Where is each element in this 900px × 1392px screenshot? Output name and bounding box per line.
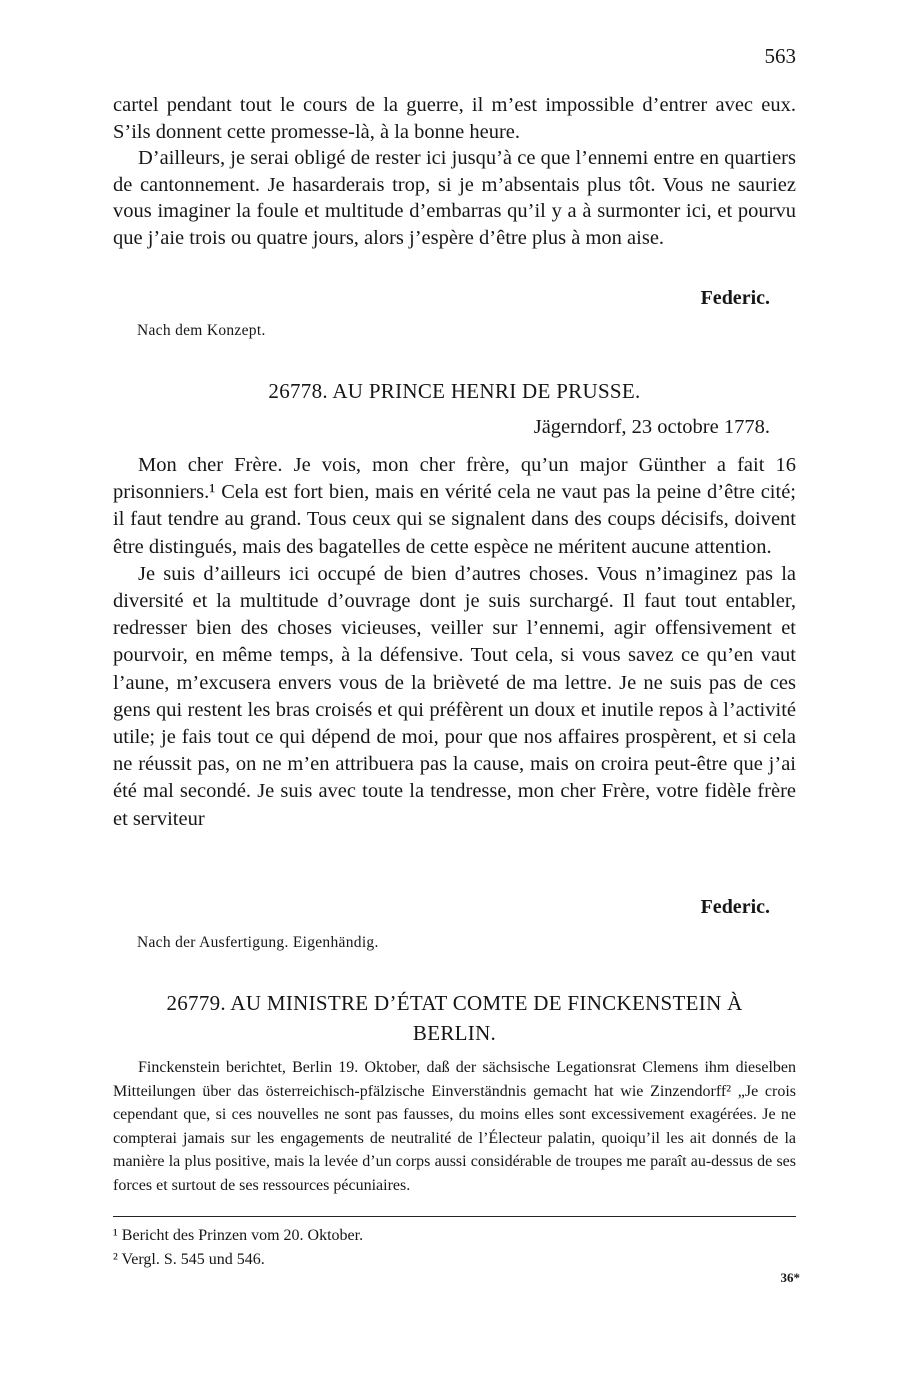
footnote: ¹ Bericht des Prinzen vom 20. Oktober. <box>113 1227 364 1244</box>
signature: Federic. <box>700 287 770 309</box>
footnote: ² Vergl. S. 545 und 546. <box>113 1251 265 1268</box>
paragraph: Mon cher Frère. Je vois, mon cher frère, qu’un major Günther a fait 16 prisonniers.¹ Cela est fort bien, mais en vérité cela ne vaut pas la peine d’être cité; il faut tendre au grand. Tous ceux qui se signalent dans des coups décisifs, doivent être distingués, mais des bagatelles de cette espèce ne méritent aucune attention. <box>113 454 796 558</box>
continuation-text <box>113 92 796 251</box>
paragraph: D’ailleurs, je serai obligé de rester ici jusqu’à ce que l’ennemi entre en quartiers de cantonnement. Je hasarderais trop, si je m’absentais plus tôt. Vous ne sauriez vous imaginer la foule et multitude d’embarras qu’il y a à surmonter ici, et pourvu que j’aie trois ou quatre jours, alors j’espère d’être plus à mon aise. <box>113 147 796 249</box>
summary-text <box>113 1056 796 1197</box>
paragraph: Finckenstein berichtet, Berlin 19. Oktober, daß der sächsische Legationsrat Clemens ihm dieselben Mitteilungen über das österreichisch-pfälzische Einverständnis gemacht hat wie Zinzendorff² „Je crois cependant que, si ces nouvelles ne sont pas fausses, du moins elles sont excessivement exagérées. Je ne compterai jamais sur les engagements de neutralité de l’Électeur palatin, quoiqu’il les ait donnés de la manière la plus positive, mais la levée d’un corps aussi considérable de troupes me paraît au-dessus de ses forces et surtout de ses ressources pécuniaires. <box>113 1059 796 1194</box>
footnotes <box>113 1224 363 1272</box>
signature-mark: 36* <box>780 1270 800 1285</box>
source-note: Nach dem Konzept. <box>137 322 266 339</box>
letter-heading: 26778. AU PRINCE HENRI DE PRUSSE. <box>268 379 641 403</box>
signature: Federic. <box>700 896 770 918</box>
paragraph: cartel pendant tout le cours de la guerre, il m’est impossible d’entrer avec eux. S’ils donnent cette promesse-là, à la bonne heure. <box>113 94 796 143</box>
heading-line: BERLIN. <box>412 1021 497 1045</box>
footnote-rule <box>113 1216 796 1217</box>
paragraph: Je suis d’ailleurs ici occupé de bien d’autres choses. Vous n’imaginez pas la diversité et la multitude d’ouvrage dont je suis surchargé. Il faut tout entabler, redresser bien des choses vicieuses, veiller sur l’ennemi, agir offensivement et pourvoir, en même temps, à la défensive. Tout cela, si vous savez ce qu’en vaut l’aune, m’excusera envers vous de la brièveté de ma lettre. Je ne suis pas de ces gens qui restent les bras croisés et qui préfèrent un doux et inutile repos à l’activité utile; je fais tout ce qui dépend de moi, pour que nos affaires prospèrent, et si cela ne réussit pas, on ne m’en attribuera pas la cause, mais on croira peut-être que j’ai été mal secondé. Je suis avec toute la tendresse, mon cher Frère, votre fidèle frère et serviteur <box>113 562 796 830</box>
letter-body <box>113 452 796 833</box>
heading-line: 26779. AU MINISTRE D’ÉTAT COMTE DE FINCKENSTEIN À <box>166 991 743 1015</box>
page-number: 563 <box>764 44 796 68</box>
dateline: Jägerndorf, 23 octobre 1778. <box>533 416 770 438</box>
source-note: Nach der Ausfertigung. Eigenhändig. <box>137 934 379 951</box>
letter-heading <box>113 988 796 1048</box>
